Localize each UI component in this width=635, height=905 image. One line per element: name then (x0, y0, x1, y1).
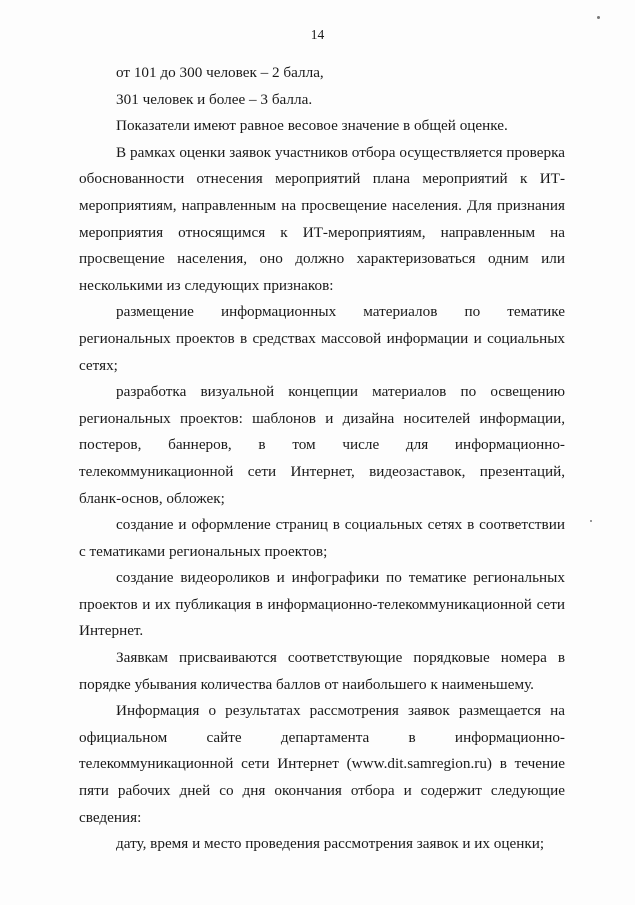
paragraph-sign-social-pages: создание и оформление страниц в социальных сетях в соответствии с тематиками региональных проектов; (79, 516, 565, 560)
document-body (79, 60, 565, 858)
scan-speck (597, 16, 600, 19)
paragraph-numbering: Заявкам присваиваются соответствующие порядковые номера в порядке убывания количества баллов от наибольшего к наименьшему. (79, 649, 565, 693)
paragraph-date-time-place: дату, время и место проведения рассмотрения заявок и их оценки; (116, 835, 545, 853)
paragraph-sign-videos: создание видеороликов и инфографики по тематике региональных проектов и их публикация в информационно-телекоммуникационной сети Интернет. (79, 569, 565, 640)
paragraph-score-3: 301 человек и более – 3 балла. (116, 90, 313, 108)
paragraph-sign-visual-concept: разработка визуальной концепции материалов по освещению региональных проектов: шаблонов и дизайна носителей информации, постеров, баннеров, в том числе для информационно-телекоммуникационной сети Интернет, видеозаставок, презентаций, бланк-основ, обложек; (79, 383, 565, 507)
paragraph-results-info: Информация о результатах рассмотрения заявок размещается на официальном сайте департамента в информационно-телекоммуникационной сети Интернет (www.dit.samregion.ru) в течение пяти рабочих дней со дня окончания отбора и содержит следующие сведения: (79, 702, 565, 826)
paragraph-score-2: от 101 до 300 человек – 2 балла, (116, 64, 324, 81)
paragraph-equal-weight: Показатели имеют равное весовое значение в общей оценке. (116, 117, 508, 135)
page-number: 14 (310, 27, 325, 42)
paragraph-sign-publication: размещение информационных материалов по тематике региональных проектов в средствах массовой информации и социальных сетях; (79, 303, 565, 374)
scan-speck (590, 520, 592, 522)
paragraph-evaluation-check: В рамках оценки заявок участников отбора осуществляется проверка обоснованности отнесения мероприятий плана мероприятий к ИТ-мероприятиям, направленным на просвещение населения. Для признания мероприятия относящимся к ИТ-мероприятиям, направленным на просвещение населения, оно должно характеризоваться одним или несколькими из следующих признаков: (79, 143, 565, 294)
